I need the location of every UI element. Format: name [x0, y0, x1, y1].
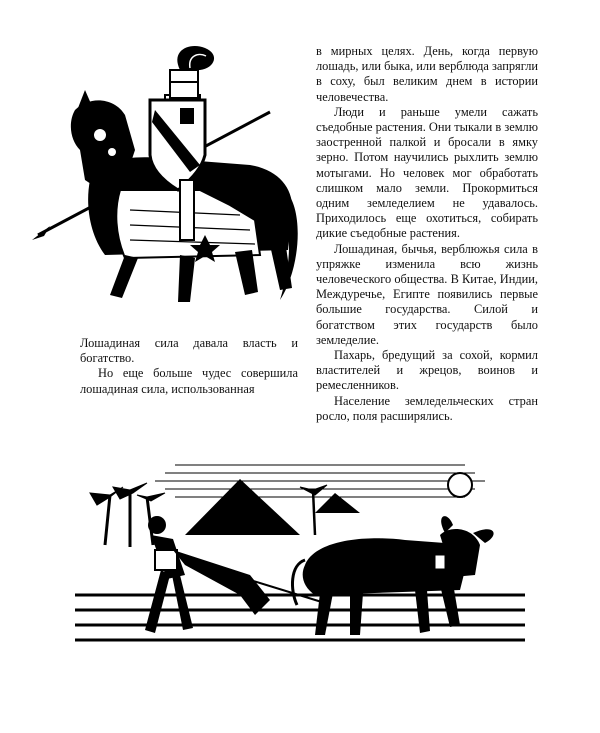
paragraph: Население земледельческих стран росло, поля расширялись.: [316, 393, 538, 423]
paragraph: Но еще больше чудес совершила лошадиная сила, использованная: [80, 366, 298, 396]
ploughman-with-ox-illustration: [75, 455, 525, 655]
left-text-column: [80, 336, 298, 397]
lance-tip: [32, 226, 50, 240]
sun: [448, 473, 472, 497]
horse-head: [71, 100, 135, 190]
paragraph: Пахарь, бредущий за сохой, кормил властителей и жрецов, воинов и ремесленников.: [316, 348, 538, 393]
paragraph: Лошадиная, бычья, верблюжья сила в упряжке изменила всю жизнь человеческого общества. В Китае, Индии, Междуречье, Египте появились первые большие государства. Силой и богатством этих государств было земледелие.: [316, 241, 538, 347]
plume: [177, 46, 214, 70]
helmet: [170, 70, 198, 98]
paragraph: в мирных целях. День, когда первую лошадь, или быка, или верблюда запрягли в соху, был великим днем в истории человечества.: [316, 44, 539, 104]
paragraph: Лошадиная сила давала власть и богатство.: [80, 336, 298, 366]
knight-on-horse-illustration: [30, 40, 305, 325]
paragraph: Люди и раньше умели сажать съедобные растения. Они тыкали в землю заостренной палкой и бросали в ямку зерно. Потом научились рыхлить землю мотыгами. Но человек мог обработать слишком мало земли. Прокормиться одним земледелием не удавалось. Приходилось еще охотиться, собирать дикие съедобные растения.: [316, 104, 538, 241]
head-armor-dot: [94, 129, 106, 141]
pyramid-small: [315, 493, 360, 513]
knight-leg: [180, 180, 194, 240]
sky-hatching: [155, 465, 485, 497]
ox: [292, 516, 493, 635]
pyramid-large: [185, 479, 300, 535]
right-text-column: [316, 44, 538, 424]
